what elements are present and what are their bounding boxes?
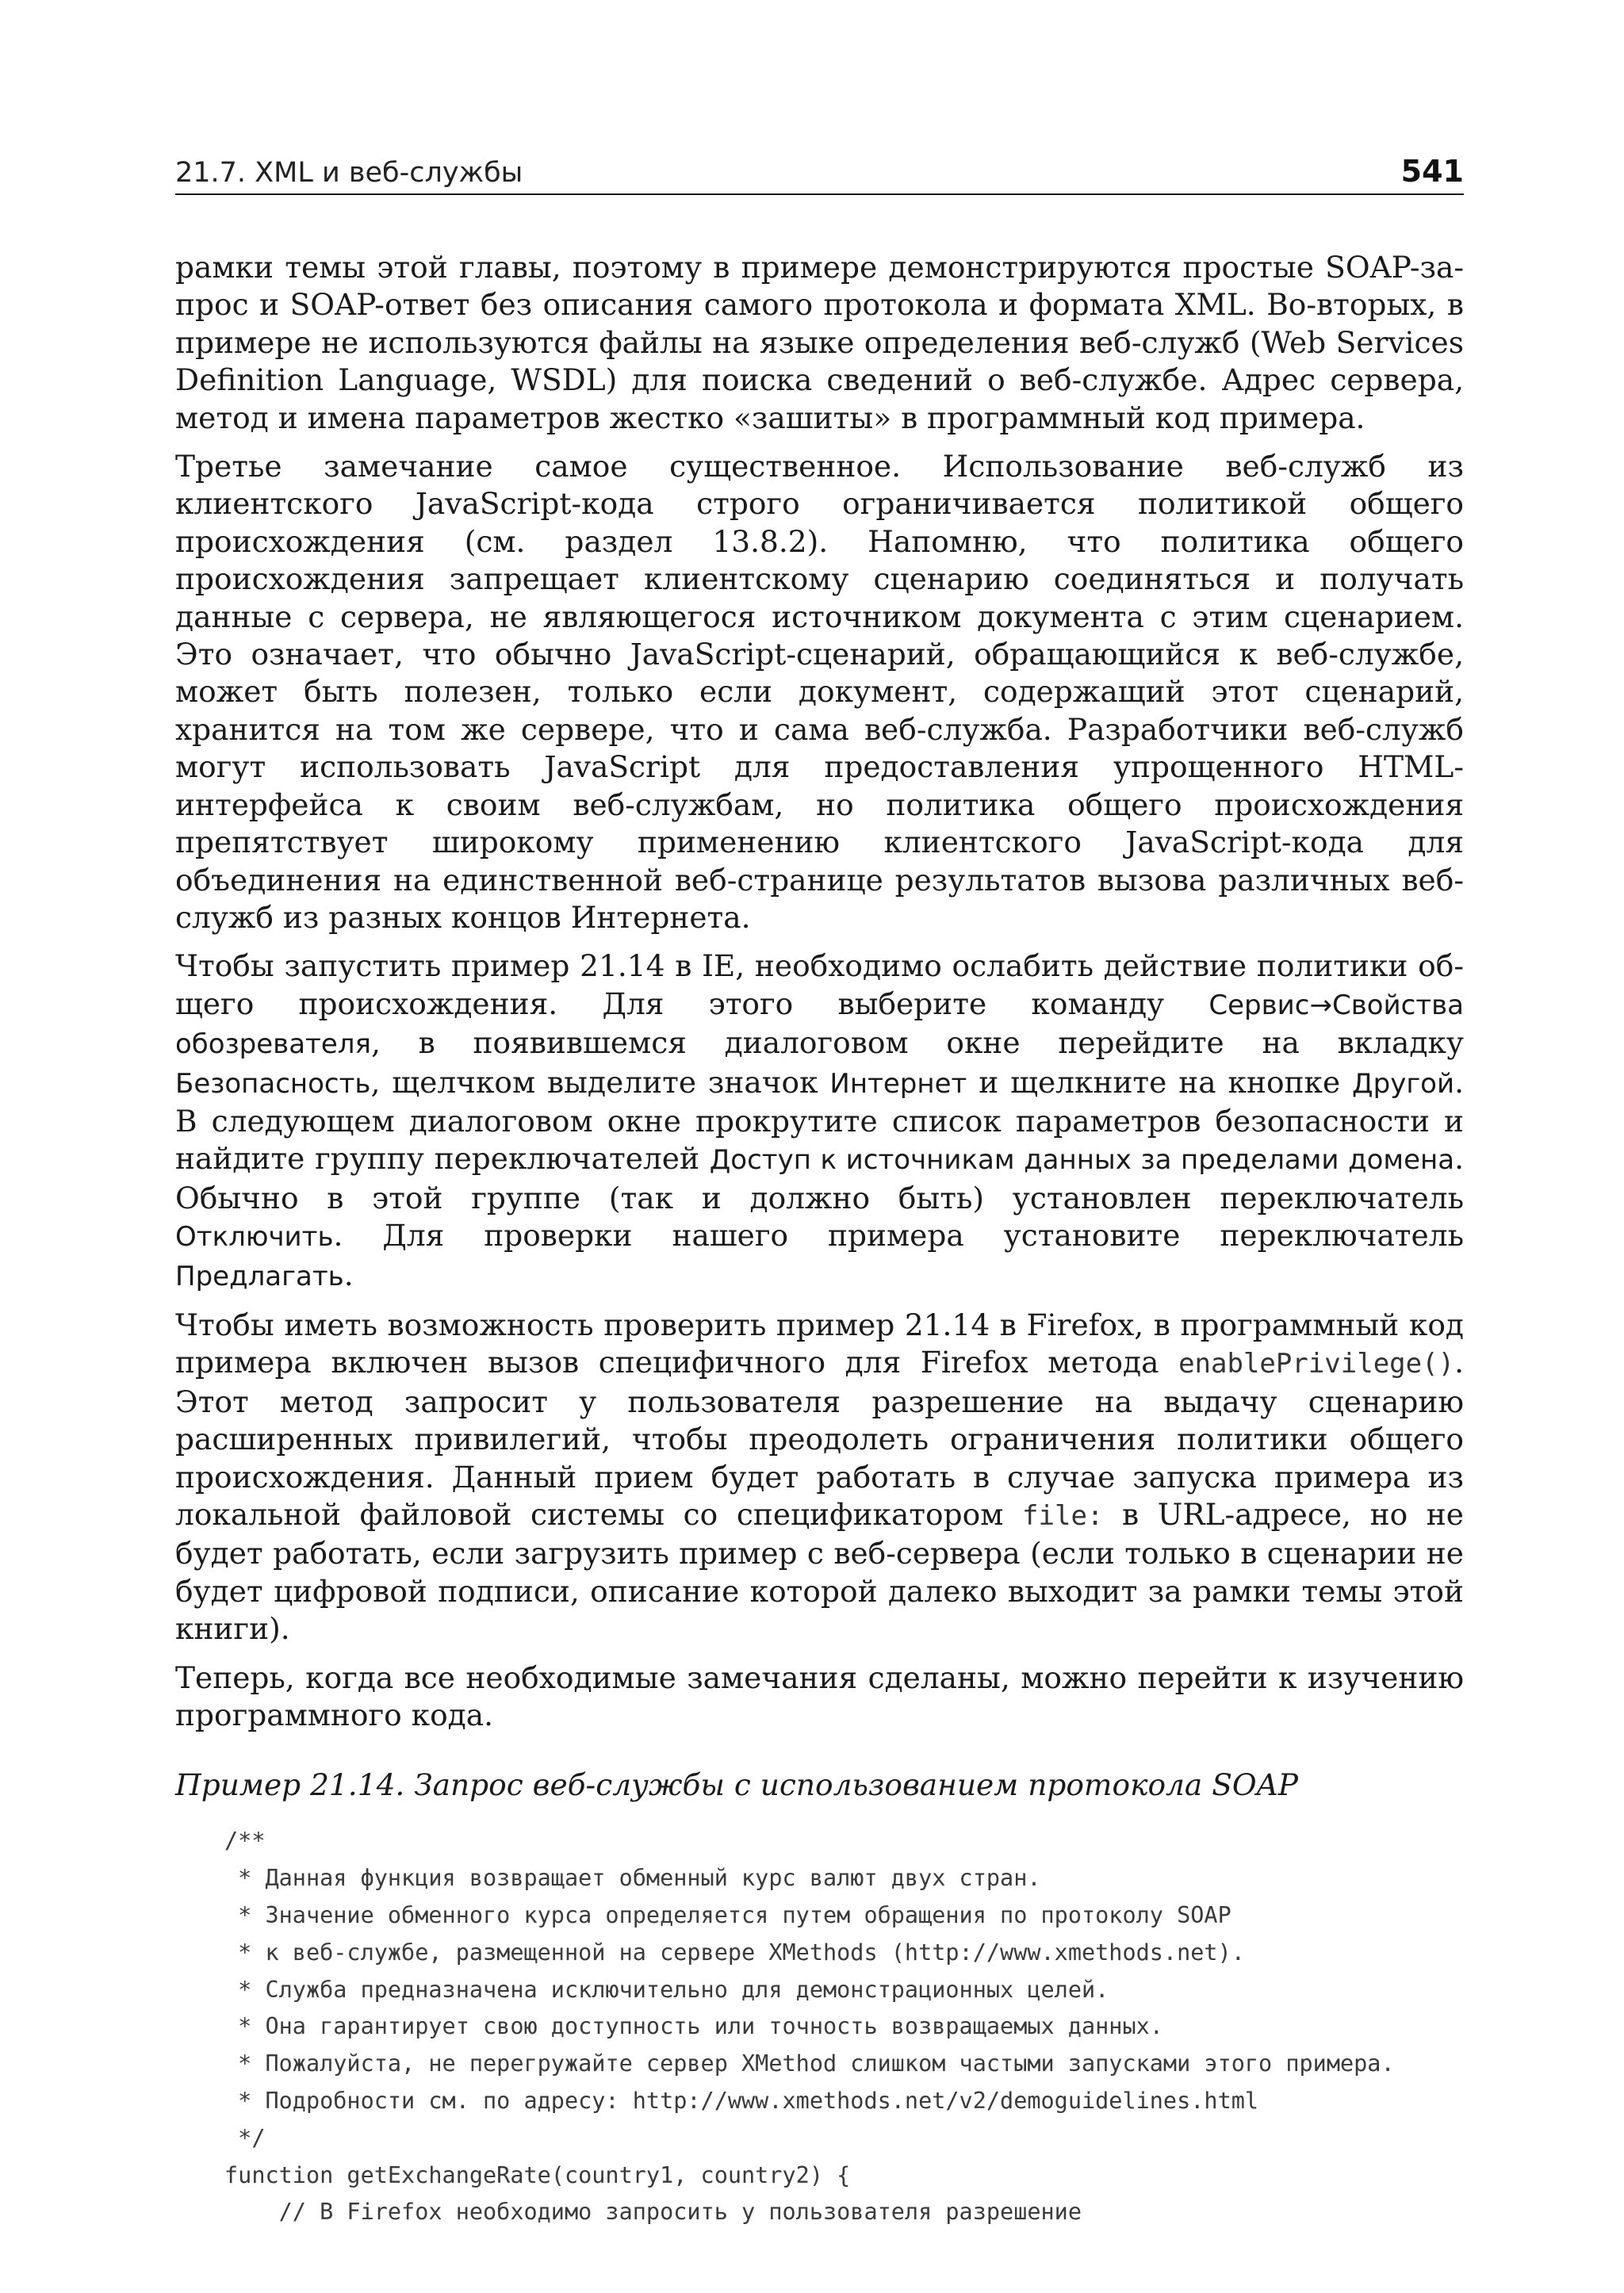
ui-term: Другой (1352, 1067, 1455, 1100)
paragraph-text: . В следующем диалоговом окне прокрутите список параметров безопасности и найдите группу переключателей (175, 1064, 1464, 1177)
paragraph-text: Теперь, когда все необходимые замечания сделаны, можно перейти к изучению программного кода. (175, 1659, 1464, 1733)
code-line: * Она гарантирует свою доступность или точность возвращаемых данных. (224, 2013, 1163, 2040)
paragraph-text: и щелкните на кнопке (967, 1064, 1353, 1100)
code-listing (175, 1823, 1464, 2231)
code-term: enablePrivilege() (1178, 1348, 1455, 1380)
code-line: * Пожалуйста, не перегружайте сервер XMethod слишком частыми запусками этого примера. (224, 2050, 1395, 2077)
paragraph (175, 1307, 1464, 1648)
paragraph-text: Третье замечание самое существенное. Использование веб-служб из клиентского JavaScript-кода строго ограничивается политикой общего происхождения (см. раздел 13.8.2). Напомню, что политика общего происхождения запрещает клиентскому сценарию соединяться и получать данные с сервера, не являющегося источником документа с этим сценарием. Это означает, что обычно JavaScript-сценарий, обращающийся к веб-службе, может быть полезен, только если документ, содержащий этот сценарий, хранится на том же сервере, что и сама веб-служба. Разработчики веб-служб могут использовать JavaScript для предоставления упрощенного HTML-интерфейса к своим веб-службам, но политика общего происхождения препятствует широкому применению клиентского JavaScript-кода для объединения на единственной веб-странице результатов вызова различных веб-служб из разных концов Интернета. (175, 449, 1464, 935)
ui-term: Интернет (829, 1067, 967, 1100)
paragraph-text: . Для проверки нашего примера установите переключатель (333, 1218, 1464, 1254)
code-line: * Данная функция возвращает обменный курс валют двух стран. (224, 1865, 1041, 1892)
paragraph (175, 448, 1464, 936)
page-number: 541 (1400, 154, 1464, 189)
paragraph-text: , щелчком выделите значок (370, 1064, 830, 1100)
ui-term: Доступ к источникам данных за пределами домена (709, 1144, 1455, 1177)
code-line: * Служба предназначена исключительно для демонстрационных целей. (224, 1976, 1109, 2003)
code-line: /** (224, 1828, 266, 1855)
body-text (175, 249, 1464, 1734)
book-page (175, 151, 1464, 2231)
example-caption: Пример 21.14. Запрос веб-службы с использованием протокола SOAP (175, 1767, 1298, 1803)
ui-term: Отключить (175, 1221, 334, 1254)
ui-term: Предлагать (175, 1260, 344, 1292)
code-line: function getExchangeRate(country1, country2) { (224, 2161, 851, 2188)
code-line: * Значение обменного курса определяется путем обращения по протоколу SOAP (224, 1902, 1231, 1929)
code-term: file: (1022, 1500, 1104, 1532)
ui-term: Сервис→Свойства обозревателя (175, 989, 1464, 1061)
paragraph-text: . Этот метод запросит у пользователя разрешение на выдачу сценарию расширенных привилегий, чтобы преодолеть ограничения политики общего происхождения. Данный прием будет работать в случае запуска примера из локальной файловой системы со спецификатором (175, 1345, 1464, 1532)
paragraph (175, 249, 1464, 437)
paragraph-text: рамки темы этой главы, поэтому в примере демонстрируются простые SOAP-запрос и SOAP-ответ без описания самого протокола и формата XML. Во-вторых, в примере не используются файлы на языке определения веб-служб (Web Services Definition Language, WSDL) для поиска сведений о веб-службе. Адрес сервера, метод и имена параметров жестко «зашиты» в программный код примера. (175, 250, 1464, 435)
paragraph-text: . Обычно в этой группе (так и должно быть) установлен переключатель (175, 1141, 1464, 1215)
paragraph-text: Чтобы запустить пример 21.14 в IE, необходимо ослабить действие политики общего происхождения. Для этого выберите команду (175, 948, 1464, 1021)
paragraph-text: в URL-адресе, но не будет работать, если загрузить пример с веб-сервера (если только в сценарии не будет цифровой подписи, описание которой далеко выходит за рамки темы этой книги). (175, 1497, 1464, 1647)
ui-term: Безопасность (175, 1067, 371, 1100)
code-line: * к веб-службе, размещенной на сервере XMethods (http://www.xmethods.net). (224, 1939, 1245, 1966)
paragraph (175, 1659, 1464, 1735)
paragraph (175, 947, 1464, 1296)
paragraph-text: , в появившемся диалоговом окне перейдите на вкладку (370, 1025, 1464, 1061)
code-line: // В Firefox необходимо запросить у пользователя разрешение (224, 2199, 1082, 2226)
paragraph-text: Чтобы иметь возможность проверить пример 21.14 в Firefox, в программный код примера включен вызов специфичного для Firefox метода (175, 1307, 1464, 1380)
section-title: 21.7. XML и веб-службы (175, 157, 523, 189)
running-header (175, 151, 1464, 195)
code-line: */ (224, 2124, 266, 2151)
code-line: * Подробности см. по адресу: http://www.xmethods.net/v2/demoguidelines.html (224, 2088, 1259, 2115)
paragraph-text: . (343, 1257, 354, 1292)
